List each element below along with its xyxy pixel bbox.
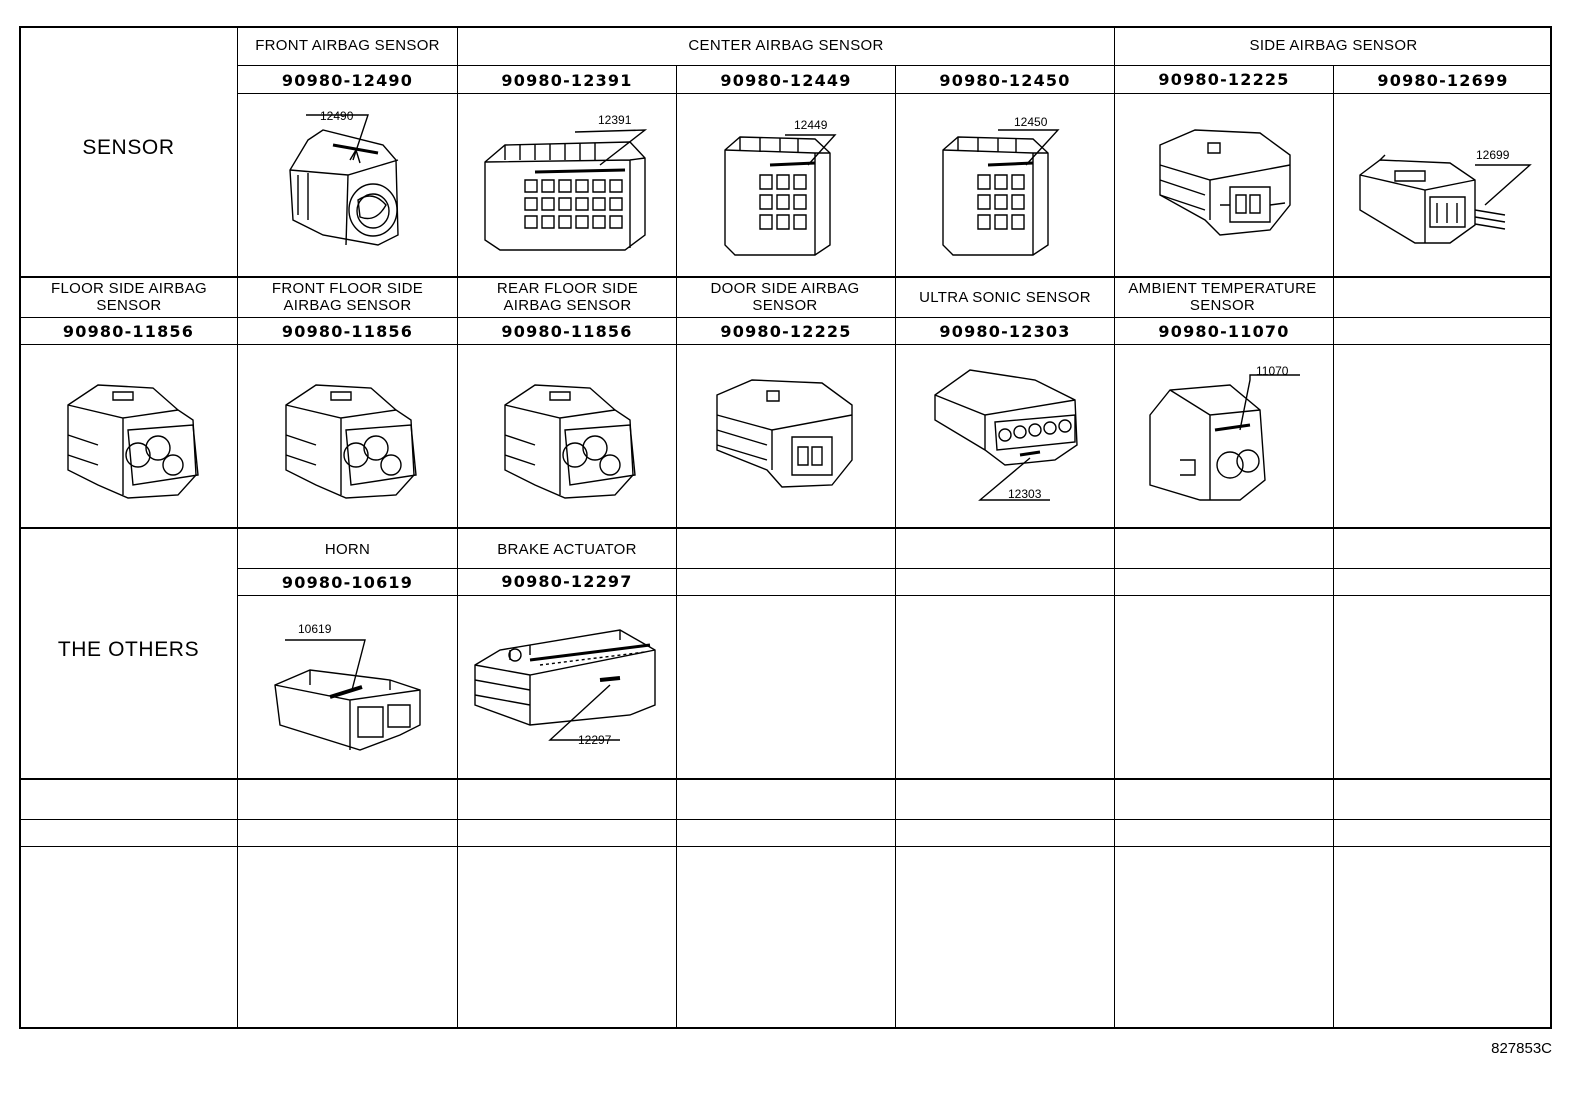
center-airbag-sensor-connector-icon — [720, 125, 850, 260]
grid-line — [19, 819, 1552, 820]
connector-code: 12391 — [598, 113, 632, 127]
category-center-airbag-sensor: CENTER AIRBAG SENSOR — [688, 37, 884, 54]
category-ambient-temperature-sensor: AMBIENT TEMPERATURE SENSOR — [1128, 280, 1317, 314]
connector-code: 10619 — [298, 622, 332, 636]
grid-line — [895, 276, 896, 1029]
grid-line — [19, 344, 1552, 345]
side-airbag-sensor-connector-icon — [1355, 155, 1535, 250]
connector-code: 12449 — [794, 118, 828, 132]
connector-code: 12297 — [578, 733, 612, 747]
part-number: 90980-12303 — [939, 322, 1071, 341]
grid-line — [19, 778, 1552, 780]
brake-actuator-connector-icon — [470, 620, 670, 755]
rear-floor-side-airbag-sensor-connector-icon — [495, 380, 640, 505]
connector-code: 12490 — [320, 109, 354, 123]
grid-line — [1114, 26, 1115, 1029]
part-number: 90980-12450 — [939, 71, 1071, 90]
part-number: 90980-11070 — [1158, 322, 1290, 341]
connector-code: 11070 — [1256, 364, 1289, 378]
category-front-airbag-sensor: FRONT AIRBAG SENSOR — [255, 37, 440, 54]
part-number: 90980-12490 — [281, 71, 414, 90]
horn-connector-icon — [270, 635, 430, 755]
grid-line — [676, 276, 677, 1029]
door-side-airbag-sensor-connector-icon — [712, 375, 862, 495]
category-horn: HORN — [324, 541, 371, 558]
grid-line — [19, 527, 1552, 529]
part-number: 90980-11856 — [501, 322, 633, 341]
part-number: 90980-11856 — [62, 322, 195, 341]
ultra-sonic-sensor-connector-icon — [925, 360, 1085, 505]
floor-side-airbag-sensor-connector-icon — [58, 380, 203, 505]
front-floor-side-airbag-sensor-connector-icon — [276, 380, 421, 505]
part-number: 90980-12225 — [1158, 70, 1290, 89]
grid-line — [457, 26, 458, 1029]
grid-line — [19, 317, 1552, 318]
category-side-airbag-sensor: SIDE AIRBAG SENSOR — [1249, 37, 1418, 54]
category-rear-floor-side-airbag-sensor: REAR FLOOR SIDE AIRBAG SENSOR — [496, 280, 639, 314]
ambient-temperature-sensor-connector-icon — [1140, 375, 1300, 505]
front-airbag-sensor-connector-icon — [278, 105, 418, 270]
center-airbag-sensor-connector-icon — [938, 125, 1068, 260]
center-airbag-sensor-connector-icon — [480, 120, 660, 255]
category-ultra-sonic-sensor: ULTRA SONIC SENSOR — [919, 289, 1091, 306]
category-brake-actuator: BRAKE ACTUATOR — [497, 541, 637, 558]
part-number: 90980-10619 — [281, 573, 414, 592]
connector-code: 12450 — [1014, 115, 1048, 129]
part-number: 90980-11856 — [281, 322, 414, 341]
category-door-side-airbag-sensor: DOOR SIDE AIRBAG SENSOR — [710, 280, 860, 314]
grid-line — [676, 65, 677, 276]
category-front-floor-side-airbag-sensor: FRONT FLOOR SIDE AIRBAG SENSOR — [271, 280, 424, 314]
part-number: 90980-12225 — [720, 322, 852, 341]
section-label-sensor: SENSOR — [82, 136, 175, 159]
grid-line — [237, 26, 238, 1029]
grid-line — [895, 65, 896, 276]
category-floor-side-airbag-sensor: FLOOR SIDE AIRBAG SENSOR — [51, 280, 207, 314]
grid-line — [19, 846, 1552, 847]
grid-line — [1333, 65, 1334, 1029]
part-number: 90980-12391 — [501, 71, 633, 90]
grid-line — [19, 276, 1552, 278]
connector-code: 12699 — [1476, 148, 1510, 162]
connector-code: 12303 — [1008, 487, 1042, 501]
side-airbag-sensor-connector-icon — [1150, 125, 1300, 240]
section-label-others: THE OTHERS — [57, 638, 200, 661]
part-number: 90980-12699 — [1377, 71, 1509, 90]
figure-id: 827853C — [1491, 1040, 1552, 1057]
part-number: 90980-12449 — [720, 71, 852, 90]
part-number: 90980-12297 — [501, 572, 633, 591]
